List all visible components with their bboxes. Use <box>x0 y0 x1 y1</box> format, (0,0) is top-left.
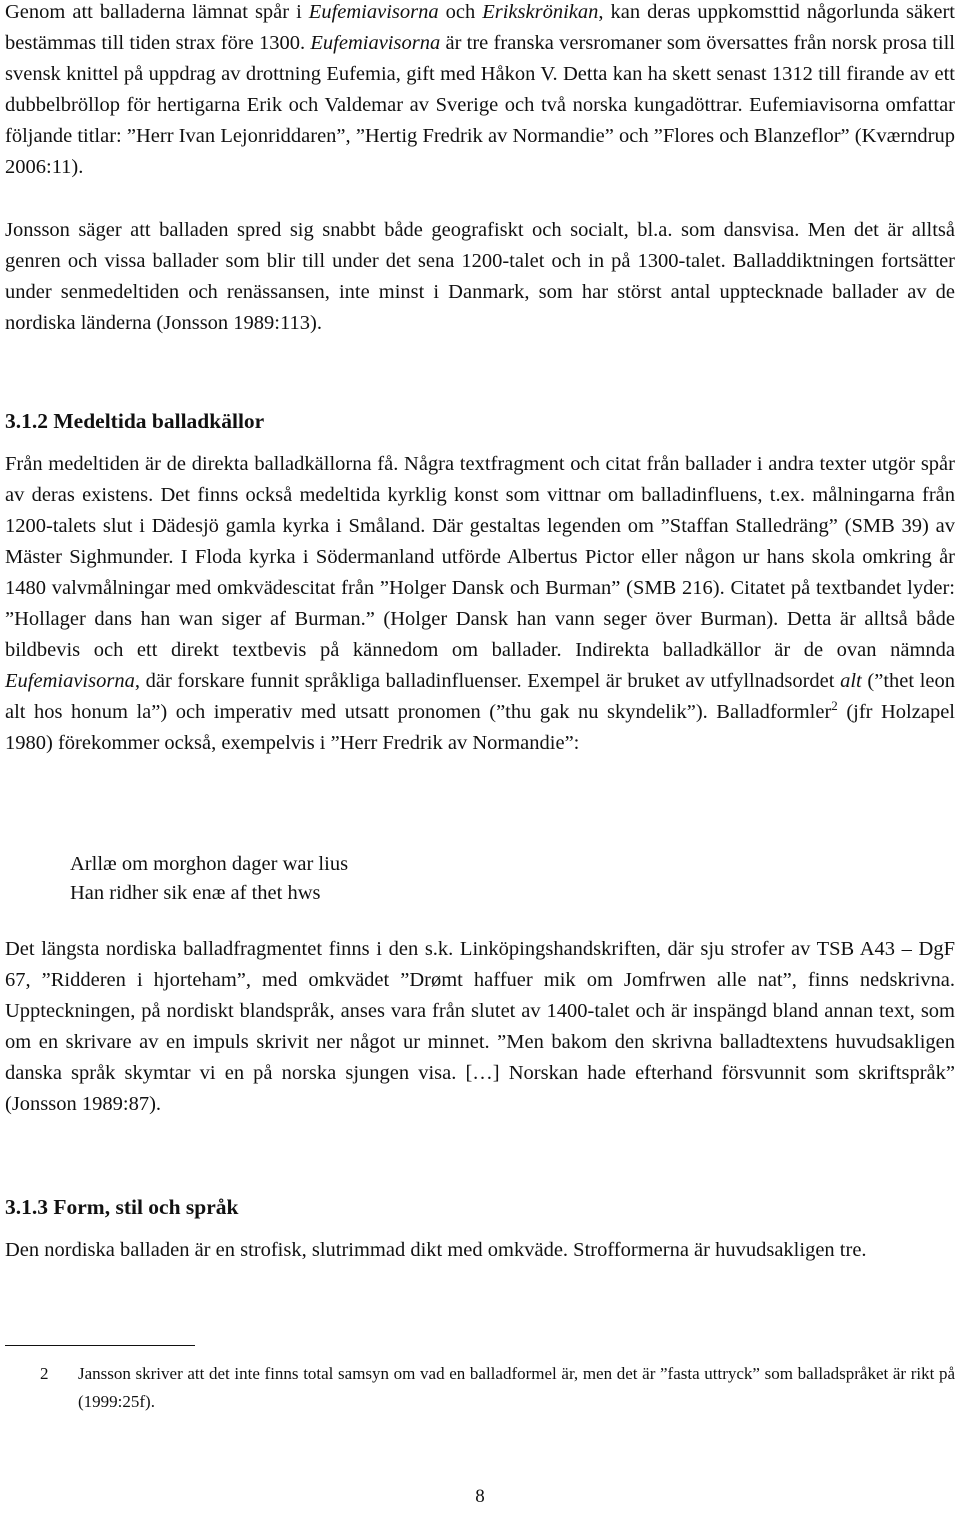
footnote-reference: 2 <box>831 698 838 714</box>
verse-line-1: Arllæ om morghon dager war lius <box>70 853 349 875</box>
italic-title: Erikskrönikan <box>482 1 599 23</box>
italic-title: Eufemiavisorna <box>308 1 439 23</box>
paragraph-linkopingshandskriften: Det längsta nordiska balladfragmentet finns i den s.k. Linköpingshandskriften, där sju strofer av TSB A43 – DgF 67, ”Ridderen i hjorteham”, med omkvädet ”Drømt haffuer mik om Jomfrwen alle nat”, finns nedskrivna. Uppteckningen, på nordiskt blandspråk, anses vara från slutet av 1400-talet och är inspängd bland annan text, som om en skrivare av en impuls skrivit ner något ur minnet. ”Men bakom den skrivna balladtextens huvudsakligen danska språk skymtar vi en på norska sjungen visa. […] Norskan hade efterhand försvunnit som skriftspråk” (Jonsson 1989:87). <box>5 938 955 1115</box>
italic-title: alt <box>840 670 862 692</box>
italic-title: Eufemiavisorna <box>5 670 135 692</box>
page-number: 8 <box>475 1486 485 1507</box>
italic-title: Eufemiavisorna <box>310 32 441 54</box>
paragraph-eufemiavisorna: Genom att balladerna lämnat spår i Eufemiavisorna och Erikskrönikan, kan deras uppkomsttid någorlunda säkert bestämmas till tiden strax före 1300. Eufemiavisorna är tre franska versromaner som översattes från norsk prosa till svensk knittel på uppdrag av drottning Eufemia, gift med Håkon V. Detta kan ha skett senast 1312 till firande av ett dubbelbröllop för hertigarna Erik och Valdemar av Sverige och två norska kungadöttrar. Eufemiavisorna omfattar följande titlar: ”Herr Ivan Lejonriddaren”, ”Hertig Fredrik av Normandie” och ”Flores och Blanzeflor” (Kværndrup 2006:11). <box>5 1 955 178</box>
footnote-separator <box>5 1345 195 1346</box>
verse-line-2: Han ridher sik enæ af thet hws <box>70 882 321 904</box>
heading-form-stil-sprak: 3.1.3 Form, stil och språk <box>5 1195 239 1219</box>
paragraph-strofisk-dikt: Den nordiska balladen är en strofisk, slutrimmad dikt med omkväde. Strofformerna är huvudsakligen tre. <box>5 1239 867 1261</box>
paragraph-jonsson-spread: Jonsson säger att balladen spred sig snabbt både geografiskt och socialt, bl.a. som dansvisa. Men det är alltså genren och vissa ballader som blir till under det sena 1200-talet och in på 1300-talet. Balladdiktningen fortsätter under senmedeltiden och renässansen, inte minst i Danmark, som har störst antal upptecknade ballader av de nordiska länderna (Jonsson 1989:113). <box>5 219 955 334</box>
heading-medeltida-balladkallor: 3.1.2 Medeltida balladkällor <box>5 409 265 433</box>
paragraph-balladkallor: Från medeltiden är de direkta balladkällorna få. Några textfragment och citat från ballader i andra texter utgör spår av deras existens. Det finns också medeltida kyrklig konst som vittnar om balladinfluens, t.ex. målningarna från 1200-talets slut i Dädesjö gamla kyrka i Småland. Där gestaltas legenden om ”Staffan Stalledräng” (SMB 39) av Mäster Sighmunder. I Floda kyrka i Södermanland utförde Albertus Pictor eller någon ur hans skola omkring år 1480 valvmålningar med omkvädescitat från ”Holger Dansk och Burman” (SMB 216). Citatet på textbandet lyder: ”Hollager dans han wan siger af Burman.” (Holger Dansk han vann seger över Burman). Detta är alltså både bildbevis och ett direkt textbevis på kännedom om ballader. Indirekta balladkällor är de ovan nämnda Eufemiavisorna, där forskare funnit språkliga balladinfluenser. Exempel är bruket av utfyllnadsordet alt (”thet leon alt hos honum la”) och imperativ med utsatt pronomen (”thu gak nu skyndelik”). Balladformler$^2$ (jfr Holzapel 1980) förekommer också, exempelvis i ”Herr Fredrik av Normandie”: <box>5 453 955 754</box>
verse-quote <box>70 850 348 908</box>
footnote-text: Jansson skriver att det inte finns total samsyn om vad en balladformel är, men det är ”fasta uttryck” som balladspråket är rikt på (1999:25f). <box>78 1364 955 1411</box>
footnote-number: 2 <box>40 1364 49 1383</box>
footnote <box>5 1360 955 1416</box>
